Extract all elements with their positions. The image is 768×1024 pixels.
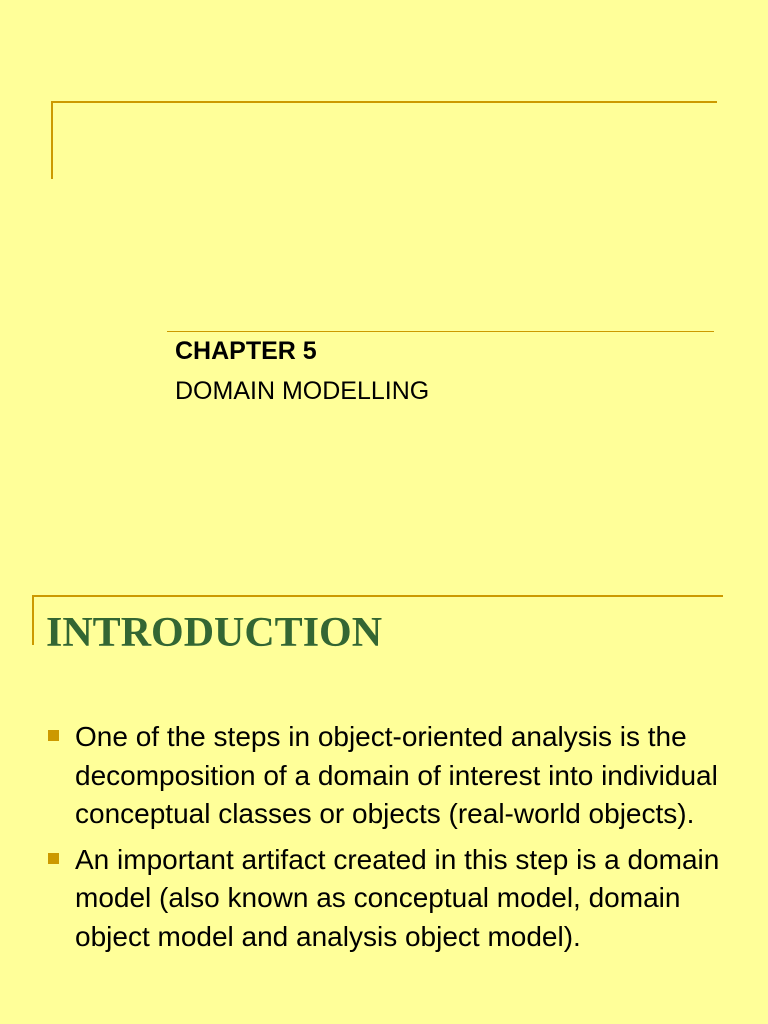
bullet-list [44,718,734,963]
decorative-left-line [32,595,34,645]
decorative-top-line [32,595,723,597]
bullet-text: An important artifact created in this step is a domain model (also known as conceptual model, domain object model and analysis object model). [75,843,720,952]
decorative-left-line [51,101,53,179]
section-heading: INTRODUCTION [46,610,383,656]
square-bullet-icon [48,853,59,864]
decorative-title-rule [167,331,714,332]
content-slide [0,570,768,1024]
bullet-text: One of the steps in object-oriented analysis is the decomposition of a domain of interest into individual conceptual classes or objects (real-world objects). [75,721,718,829]
square-bullet-icon [48,730,59,741]
chapter-title: DOMAIN MODELLING [175,377,430,405]
chapter-label: CHAPTER 5 [175,337,317,365]
decorative-top-line [51,101,717,103]
bullet-item [44,841,734,957]
bullet-item [44,718,734,834]
